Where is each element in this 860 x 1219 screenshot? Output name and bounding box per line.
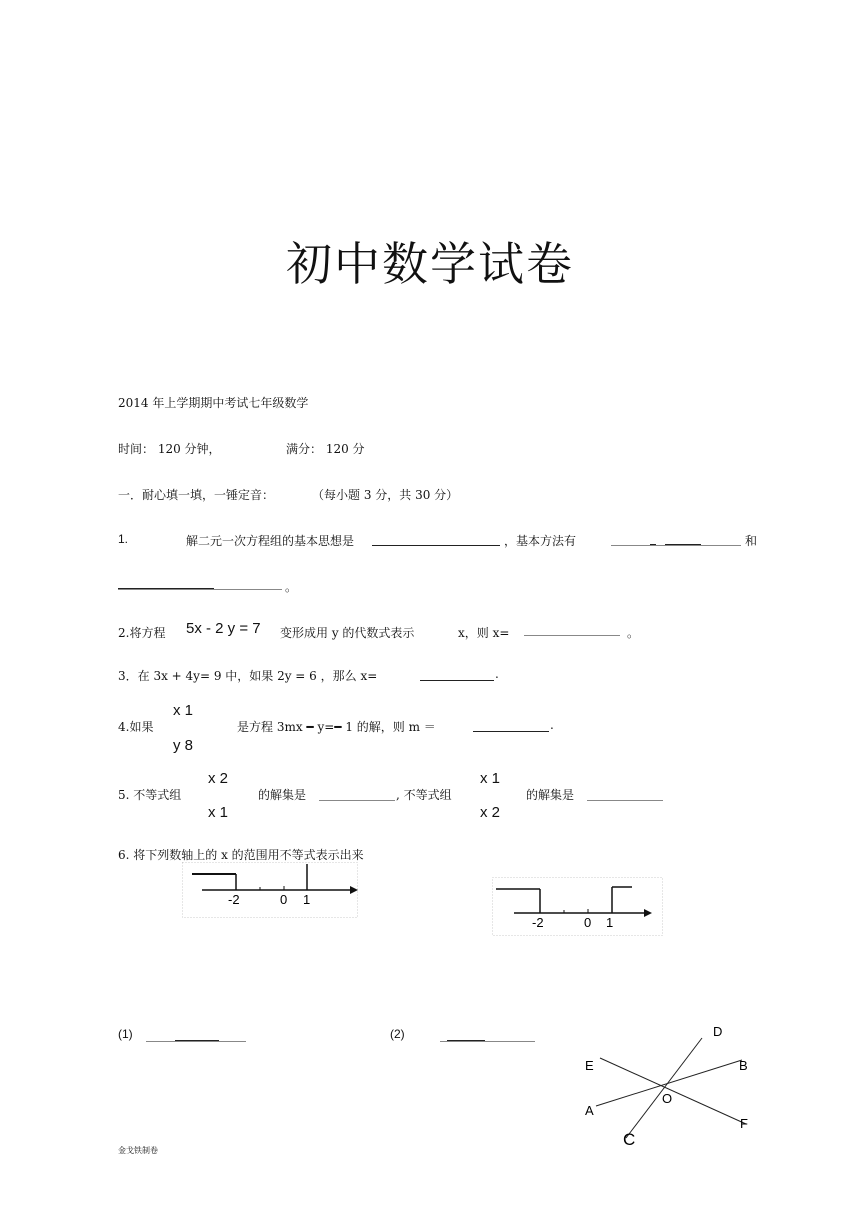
q4-mid: 是方程 3mx ━ y=━ 1 的解，则 m ＝ (237, 720, 436, 734)
q1-blank-1 (372, 545, 500, 546)
q2-x: x，则 x= (458, 626, 510, 640)
q1-end: 。 (285, 580, 298, 594)
q1-blank-2 (611, 545, 741, 546)
q3-blank (420, 680, 494, 681)
q5-mid1: 的解集是 (258, 788, 307, 802)
tick-label: -2 (228, 892, 240, 907)
point-label-C: C (623, 1130, 636, 1149)
q5-sys1-top: x 2 (208, 770, 229, 787)
section1-note: （每小题 3 分，共 30 分） (312, 488, 459, 502)
tick-label: 1 (606, 915, 614, 930)
exam-name: 2014 年上学期期中考试七年级数学 (118, 396, 309, 410)
point-label-B: B (739, 1058, 748, 1073)
score-label: 满分： 120 分 (286, 442, 365, 456)
q1-blank-3-mark (118, 588, 214, 589)
q4-system-top: x 1 (173, 702, 194, 719)
point-label-A: A (585, 1103, 594, 1118)
q2-equation: 5x - 2 y = 7 (186, 620, 261, 637)
intersecting-lines-figure (578, 1020, 758, 1155)
page-title: 初中数学试卷 (286, 237, 574, 291)
q6-text: 6. 将下列数轴上的 x 的范围用不等式表示出来 (118, 848, 364, 862)
line-DC (626, 1038, 702, 1138)
q5-prefix: 5. 不等式组 (118, 788, 182, 802)
axis-arrow (644, 909, 652, 917)
point-label-F: F (740, 1116, 748, 1131)
q1-text: 解二元一次方程组的基本思想是 (186, 534, 355, 548)
q5-blank-2 (587, 800, 663, 801)
q4-end: . (550, 718, 554, 732)
line-EF (600, 1058, 746, 1124)
q5-sys2-top: x 1 (480, 770, 501, 787)
q1-blank-2-mark2 (665, 544, 701, 545)
tick-label: -2 (532, 915, 544, 930)
number-line-2 (492, 877, 664, 937)
q3-text: 3．在 3x + 4y= 9 中，如果 2y = 6 ，那么 x= (118, 669, 378, 683)
q5-sys1-bottom: x 1 (208, 804, 229, 821)
q2-end: 。 (627, 626, 640, 640)
q1-number: 1. (118, 532, 129, 546)
q2-blank (524, 635, 620, 636)
q1-blank-2-mark (650, 544, 656, 545)
point-label-O: O (662, 1091, 673, 1106)
q6-answer2-label: (2) (390, 1027, 405, 1041)
q5-sys2-bottom: x 2 (480, 804, 501, 821)
tick-label: 0 (584, 915, 592, 930)
number-line-1 (182, 862, 358, 918)
q1-mid: ，基本方法有 (504, 534, 577, 548)
q2-mid: 变形成用 y 的代数式表示 (280, 626, 415, 640)
q4-blank (473, 731, 549, 732)
point-label-E: E (585, 1058, 594, 1073)
q1-blank-3 (118, 589, 282, 590)
q5-mid3: 的解集是 (526, 788, 575, 802)
q6-answer1-mark (175, 1040, 219, 1041)
q4-prefix: 4.如果 (118, 720, 154, 734)
tick-label: 0 (280, 892, 288, 907)
time-label: 时间： 120 分钟， (118, 442, 221, 456)
section1-heading: 一．耐心填一填，一锤定音： (118, 488, 275, 502)
q6-answer1-blank (146, 1041, 246, 1042)
q2-prefix: 2.将方程 (118, 626, 166, 640)
q3-end: . (495, 667, 499, 681)
tick-label: 1 (303, 892, 311, 907)
q5-mid2: , 不等式组 (396, 788, 452, 802)
number-line-2-frame (493, 878, 663, 936)
q6-answer2-blank (440, 1041, 535, 1042)
q6-answer1-label: (1) (118, 1027, 133, 1041)
q4-system-bottom: y 8 (173, 737, 194, 754)
point-label-D: D (713, 1024, 723, 1039)
footer-text: 金戈铁制卷 (118, 1146, 158, 1155)
q1-and: 和 (745, 534, 758, 548)
q6-answer2-mark (447, 1040, 485, 1041)
axis-arrow (350, 886, 358, 894)
q5-blank-1 (319, 800, 395, 801)
